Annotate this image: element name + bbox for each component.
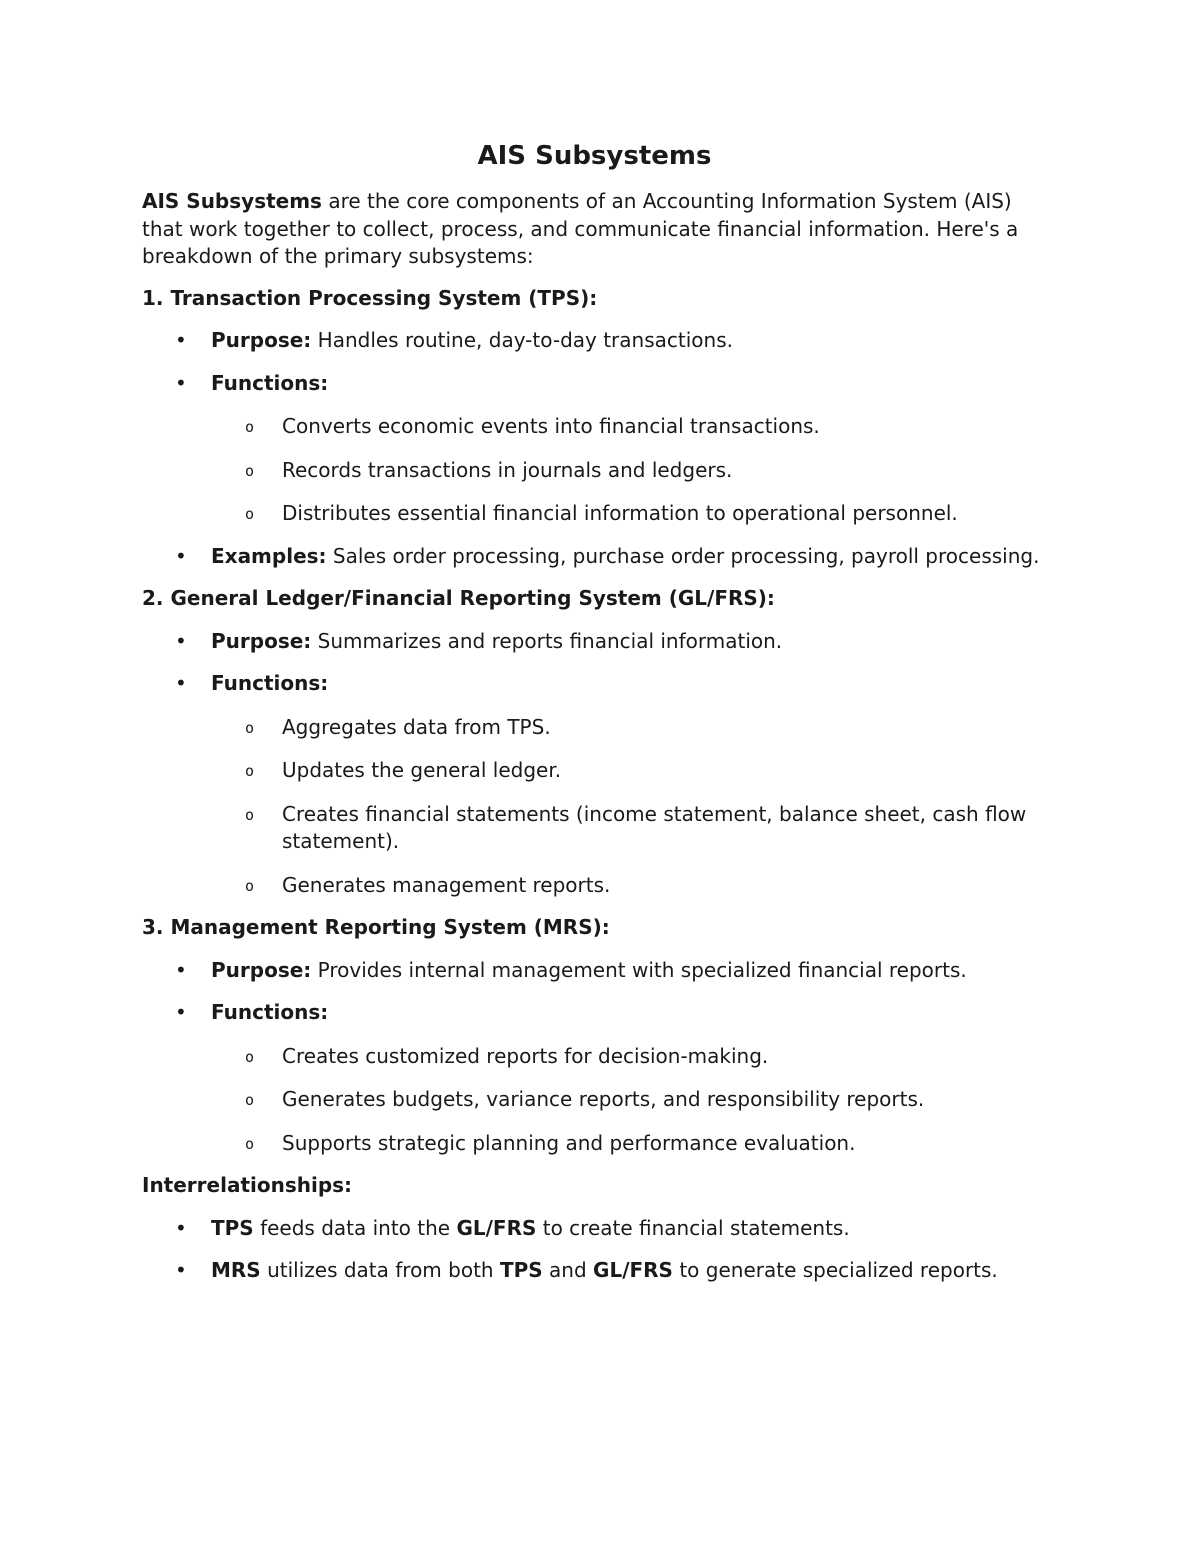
term-mrs: MRS bbox=[211, 1258, 261, 1282]
list-item bbox=[211, 1086, 1047, 1114]
list-item bbox=[211, 500, 1047, 528]
interrelationships-list bbox=[142, 1215, 1047, 1285]
section-heading-glfrs: 2. General Ledger/Financial Reporting System (GL/FRS): bbox=[142, 586, 775, 610]
function-text: Generates management reports. bbox=[282, 872, 611, 897]
examples-label: Examples: bbox=[211, 543, 327, 568]
relation-text: utilizes data from both bbox=[260, 1258, 500, 1282]
section-list-mrs bbox=[142, 957, 1047, 1158]
relation-text: to generate specialized reports. bbox=[672, 1258, 998, 1282]
list-item bbox=[142, 327, 1047, 355]
list-item bbox=[211, 757, 1047, 785]
functions-label: Functions: bbox=[211, 671, 329, 695]
functions-label: Functions: bbox=[211, 370, 329, 395]
purpose-text: Provides internal management with specialized financial reports. bbox=[311, 957, 967, 982]
list-item bbox=[211, 457, 1047, 485]
functions-list bbox=[211, 714, 1047, 900]
list-item bbox=[142, 670, 1047, 899]
intro-bold: AIS Subsystems bbox=[142, 189, 322, 213]
intro-text: are the core components of an Accounting Information System (AIS) that work together to collect, process, and communicate financial information. Here's a breakdown of the primary subsystems: bbox=[142, 189, 1019, 268]
intro-paragraph bbox=[142, 188, 1047, 271]
document-page bbox=[142, 138, 1047, 1300]
list-item bbox=[211, 801, 1047, 856]
list-item bbox=[211, 1130, 1047, 1158]
bullet-icon: • bbox=[175, 370, 187, 395]
examples-text: Sales order processing, purchase order processing, payroll processing. bbox=[326, 543, 1040, 568]
list-item bbox=[142, 628, 1047, 656]
bullet-icon: • bbox=[175, 328, 187, 352]
bullet-icon: • bbox=[175, 1000, 187, 1024]
list-item bbox=[211, 1043, 1047, 1071]
purpose-label: Purpose: bbox=[211, 628, 312, 653]
function-text: Generates budgets, variance reports, and responsibility reports. bbox=[282, 1087, 925, 1111]
list-item bbox=[211, 413, 1047, 441]
list-item bbox=[142, 543, 1047, 571]
purpose-label: Purpose: bbox=[211, 957, 312, 982]
sub-bullet-icon: o bbox=[245, 805, 255, 824]
sub-bullet-icon: o bbox=[245, 1047, 255, 1066]
list-item bbox=[142, 370, 1047, 528]
list-item bbox=[211, 872, 1047, 900]
term-glfrs: GL/FRS bbox=[456, 1215, 537, 1240]
relation-text: to create financial statements. bbox=[536, 1215, 850, 1240]
term-glfrs: GL/FRS bbox=[593, 1258, 673, 1282]
list-item bbox=[142, 1257, 1047, 1285]
section-list-tps bbox=[142, 327, 1047, 570]
purpose-text: Summarizes and reports financial information. bbox=[311, 628, 783, 653]
function-text: Supports strategic planning and performance evaluation. bbox=[282, 1130, 856, 1155]
purpose-label: Purpose: bbox=[211, 328, 312, 352]
sub-bullet-icon: o bbox=[245, 762, 255, 780]
sub-bullet-icon: o bbox=[245, 461, 255, 480]
function-text: Aggregates data from TPS. bbox=[282, 714, 551, 739]
sub-bullet-icon: o bbox=[245, 418, 255, 436]
list-item bbox=[211, 714, 1047, 742]
relation-text: feeds data into the bbox=[253, 1215, 457, 1240]
bullet-icon: • bbox=[175, 957, 187, 982]
function-text: Distributes essential financial information to operational personnel. bbox=[282, 501, 958, 525]
bullet-icon: • bbox=[175, 671, 187, 695]
term-tps: TPS bbox=[499, 1258, 543, 1282]
section-list-glfrs bbox=[142, 628, 1047, 900]
section-heading-mrs: 3. Management Reporting System (MRS): bbox=[142, 915, 610, 939]
sub-bullet-icon: o bbox=[245, 1091, 255, 1109]
bullet-icon: • bbox=[175, 628, 187, 653]
functions-list bbox=[211, 1043, 1047, 1158]
list-item bbox=[142, 957, 1047, 985]
purpose-text: Handles routine, day-to-day transactions. bbox=[311, 328, 733, 352]
function-text: Creates customized reports for decision-making. bbox=[282, 1043, 769, 1068]
function-text: Converts economic events into financial transactions. bbox=[282, 414, 820, 438]
sub-bullet-icon: o bbox=[245, 718, 255, 737]
relation-text: and bbox=[542, 1258, 594, 1282]
interrelationships-heading: Interrelationships: bbox=[142, 1173, 353, 1197]
function-text: Records transactions in journals and ledgers. bbox=[282, 457, 733, 482]
functions-label: Functions: bbox=[211, 1000, 329, 1024]
function-text: Updates the general ledger. bbox=[282, 758, 562, 782]
sub-bullet-icon: o bbox=[245, 1134, 255, 1153]
function-text: Creates financial statements (income statement, balance sheet, cash flow statement). bbox=[282, 801, 1027, 853]
section-heading-tps: 1. Transaction Processing System (TPS): bbox=[142, 285, 598, 310]
list-item bbox=[142, 999, 1047, 1157]
document-title: AIS Subsystems bbox=[477, 141, 712, 171]
bullet-icon: • bbox=[175, 543, 187, 568]
bullet-icon: • bbox=[175, 1215, 187, 1240]
term-tps: TPS bbox=[211, 1215, 254, 1240]
sub-bullet-icon: o bbox=[245, 505, 255, 523]
list-item bbox=[142, 1215, 1047, 1243]
functions-list bbox=[211, 413, 1047, 528]
bullet-icon: • bbox=[175, 1258, 187, 1282]
sub-bullet-icon: o bbox=[245, 876, 255, 895]
